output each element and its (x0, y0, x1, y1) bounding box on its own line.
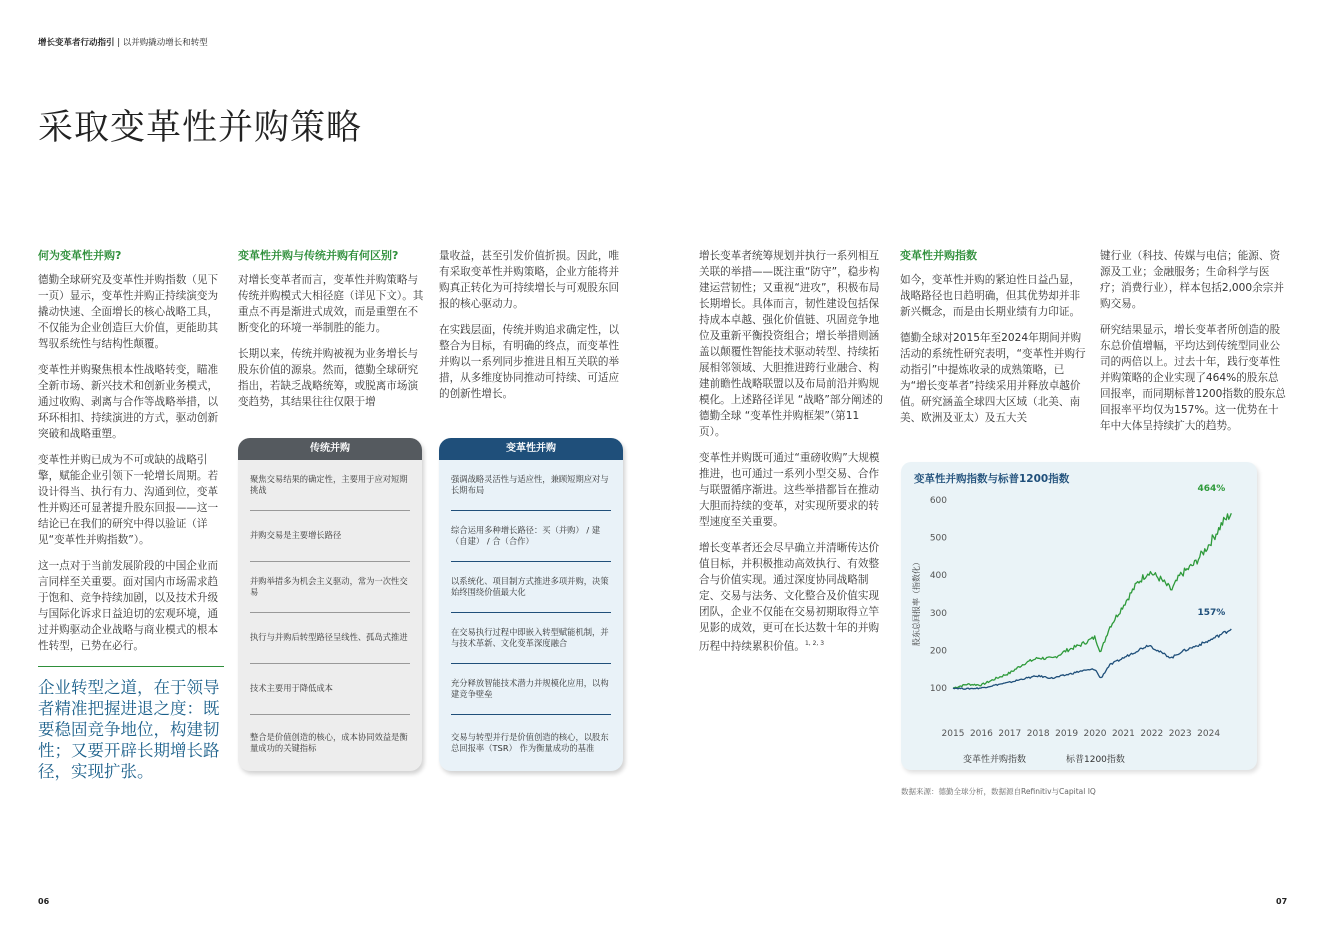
paragraph: 增长变革者统筹规划并执行一系列相互关联的举措——既注重“防守”，稳步构建运营韧性；又重视“进攻”，积极布局长期增长。具体而言，韧性建设包括保持成本卓越、强化价值链、巩固竞争地位及重新平衡投资组合；增长举措则涵盖以颠覆性智能技术驱动转型、持续拓展相邻领域、大胆推进跨行业融合、构建前瞻性战略联盟以及布局前沿并购规模化。上述路径详见 “战略”部分阐述的德勤全球 “变革性并购框架”（第11页）。 (699, 250, 883, 438)
paragraph-text: 增长变革者还会尽早确立并清晰传达价值目标，并积极推动高效执行、有效整合与价值实现。通过深度协同战略制定、交易与法务、文化整合及价值实现团队，企业不仅能在交易初期取得立竿见影的成效，更可在长达数十年的并购历程中持续累积价值。 (699, 542, 880, 653)
paragraph: 这一点对于当前发展阶段的中国企业而言同样至关重要。面对国内市场需求趋于饱和、竞争持续加剧，以及技术升级与国际化诉求日益迫切的宏观环境，通过并购驱动企业战略与商业模式的根本性转型，已势在必行。 (38, 560, 219, 652)
paragraph: 对增长变革者而言，变革性并购策略与传统并购模式大相径庭（详见下文）。其重点不再是渐进式成效，而是重塑在不断变化的环境一举制胜的能力。 (238, 274, 424, 334)
transformative-ma-card (439, 438, 623, 771)
comparison-row (451, 460, 611, 511)
header-title-rest: | 以并购撬动增长和转型 (114, 38, 208, 48)
column-5 (900, 248, 1086, 436)
comparison-row-text: 以系统化、项目制方式推进多项并购，决策始终围绕价值最大化 (451, 575, 609, 597)
pull-quote: 企业转型之道，在于领导者精准把握进退之度：既要稳固竞争地位，构建韧性；又要开辟长期增长路径，实现扩张。 (38, 666, 224, 782)
comparison-row-text: 整合是价值创造的核心，成本协同效益是衡量成功的关键指标 (250, 731, 408, 753)
paragraph: 德勤全球研究及变革性并购指数（见下一页）显示，变革性并购正持续演变为撬动快速、全面增长的核心战略工具，不仅能为企业创造巨大价值，更能助其驾驭系统性与结构性颠覆。 (38, 274, 219, 350)
x-tick-label: 2021 (1111, 729, 1135, 739)
comparison-row-text: 强调战略灵活性与适应性，兼顾短期应对与长期布局 (451, 473, 609, 495)
x-tick-label: 2024 (1197, 729, 1221, 739)
comparison-row-text: 聚焦交易结果的确定性，主要用于应对短期挑战 (250, 473, 408, 495)
source-note: 数据来源：德勤全球分析，数据源自Refinitiv与Capital IQ (901, 787, 1096, 796)
comparison-row-text: 并购交易是主要增长路径 (250, 530, 342, 541)
comparison-row (250, 715, 410, 771)
column-4 (699, 248, 885, 665)
comparison-row (250, 613, 410, 664)
x-tick-label: 2022 (1140, 729, 1164, 739)
x-tick-label: 2023 (1168, 729, 1192, 739)
comparison-row-text: 在交易执行过程中即嵌入转型赋能机制，并与技术革新、文化变革深度融合 (451, 626, 609, 648)
x-tick-label: 2016 (969, 729, 993, 739)
x-tick-label: 2019 (1055, 729, 1079, 739)
comparison-row (451, 511, 611, 562)
paragraph: 研究结果显示，增长变革者所创造的股东总价值增幅，平均达到传统型同业公司的两倍以上。过去十年，践行变革性并购策略的企业实现了464%的股东总回报率，而同期标普1200指数的股东总回报率平均仅为157%。这一优势在十年中大体呈持续扩大的趋势。 (1100, 324, 1286, 432)
paragraph: 长期以来，传统并购被视为业务增长与股东价值的源泉。然而，德勤全球研究指出，若缺乏战略统筹，或脱离市场演变趋势，其结果往往仅限于增 (238, 348, 419, 408)
chart-title: 变革性并购指数与标普1200指数 (914, 473, 1070, 485)
comparison-row (250, 664, 410, 715)
paragraph: 变革性并购聚焦根本性战略转变，瞄准全新市场、新兴技术和创新业务模式，通过收购、剥离与合作等战略举措，以环环相扣、持续演进的方式，驱动创新突破和战略重塑。 (38, 364, 219, 440)
line-chart (901, 462, 1257, 770)
comparison-row-text: 并购举措多为机会主义驱动，常为一次性交易 (250, 575, 408, 597)
page-number-left: 06 (38, 897, 50, 906)
y-tick-label: 200 (929, 646, 947, 657)
page-number-right: 07 (1276, 897, 1288, 906)
section-heading-difference: 变革性并购与传统并购有何区别? (238, 249, 399, 262)
comparison-row (451, 664, 611, 715)
column-6 (1100, 248, 1286, 444)
traditional-ma-card (238, 438, 422, 771)
page-title: 采取变革性并购策略 (38, 108, 363, 148)
x-tick-label: 2015 (941, 729, 965, 739)
comparison-row-text: 执行与并购后转型路径呈线性、孤岛式推进 (250, 632, 408, 643)
legend-label: 变革性并购指数 (963, 755, 1027, 765)
paragraph (699, 540, 885, 655)
comparison-row (451, 613, 611, 664)
x-tick-label: 2017 (998, 729, 1022, 739)
transformative-ma-header: 变革性并购 (439, 438, 623, 460)
comparison-row-text: 交易与转型并行是价值创造的核心，以股东总回报率（TSR） 作为衡量成功的基准 (451, 731, 609, 753)
paragraph: 在实践层面，传统并购追求确定性，以整合为目标，有明确的终点，而变革性并购以一系列同步推进且相互关联的举措，从多维度协同推动可持续、可适应的创新性增长。 (439, 324, 620, 400)
y-tick-label: 100 (929, 684, 947, 694)
paragraph: 德勤全球对2015年至2024年期间并购活动的系统性研究表明，“变革性并购行动指引”中提炼收录的成熟策略，已为“增长变革者”持续采用并释放卓越价值。研究涵盖全球四大区域（北美、南美、欧洲及亚太）及五大关 (900, 332, 1086, 424)
column-2 (238, 248, 424, 420)
header-title-bold: 增长变革者行动指引 (38, 38, 115, 48)
comparison-row (250, 460, 410, 511)
y-tick-label: 500 (929, 533, 947, 544)
y-axis-label: 股东总回报率（指数化） (912, 558, 921, 646)
series-end-label: 157% (1197, 607, 1226, 618)
section-heading-what-is: 何为变革性并购? (38, 249, 122, 262)
paragraph: 变革性并购既可通过“重磅收购”大规模推进，也可通过一系列小型交易、合作与联盟循序渐进。这些举措都旨在推动大胆而持续的变革，对实现所要求的转型速度至关重要。 (699, 452, 880, 528)
column-3 (439, 248, 623, 412)
comparison-row (451, 715, 611, 771)
footnote-refs: 1, 2, 3 (804, 640, 825, 647)
comparison-row (250, 511, 410, 562)
comparison-row-text: 技术主要用于降低成本 (250, 683, 333, 694)
section-heading-index: 变革性并购指数 (900, 249, 977, 262)
x-tick-label: 2020 (1083, 729, 1107, 739)
comparison-row-text: 充分释放智能技术潜力并规模化应用，以构建竞争壁垒 (451, 677, 609, 699)
running-header (38, 36, 208, 48)
traditional-ma-header: 传统并购 (238, 438, 422, 460)
paragraph: 如今，变革性并购的紧迫性日益凸显，战略路径也日趋明确，但其优势却并非新兴概念，而是由长期业绩有力印证。 (900, 274, 1081, 318)
legend-label: 标普1200指数 (1066, 755, 1125, 765)
paragraph: 量收益，甚至引发价值折损。因此，唯有采取变革性并购策略，企业方能将并购真正转化为可持续增长与可观股东回报的核心驱动力。 (439, 250, 620, 310)
y-tick-label: 400 (929, 571, 947, 582)
paragraph: 变革性并购已成为不可或缺的战略引擎，赋能企业引领下一轮增长周期。若设计得当、执行有力、沟通到位，变革性并购还可显著提升股东回报——这一结论已在我们的研究中得以验证（详见“变革性并购指数”）。 (38, 454, 219, 546)
comparison-row-text: 综合运用多种增长路径：买（并购） / 建（自建） / 合（合作） (451, 524, 601, 546)
paragraph: 键行业（科技、传媒与电信；能源、资源及工业；金融服务；生命科学与医疗；消费行业），样本包括2,000余宗并购交易。 (1100, 250, 1284, 310)
comparison-row (250, 562, 410, 613)
x-tick-label: 2018 (1026, 729, 1050, 739)
y-tick-label: 600 (929, 496, 947, 506)
y-tick-label: 300 (929, 608, 947, 619)
column-1 (38, 248, 224, 664)
series-end-label: 464% (1197, 484, 1226, 495)
series-line (953, 513, 1231, 688)
comparison-row (451, 562, 611, 613)
